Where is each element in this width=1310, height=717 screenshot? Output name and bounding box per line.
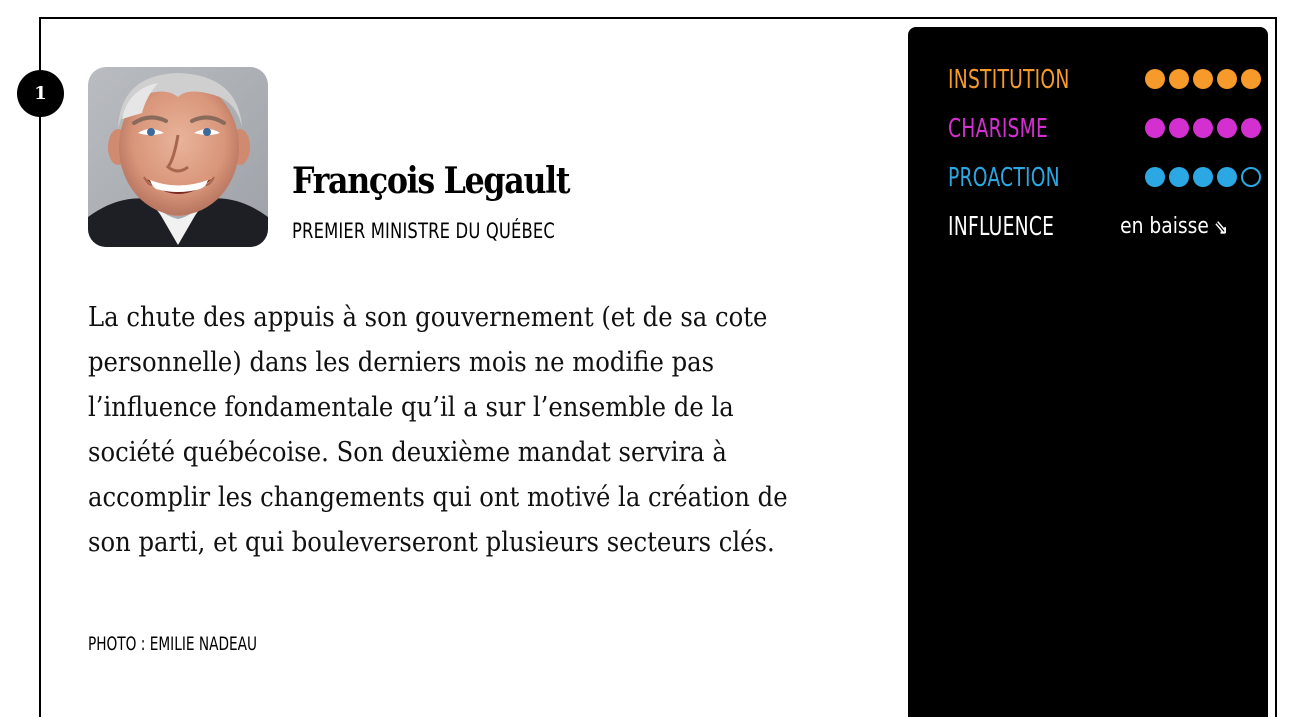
person-description: La chute des appuis à son gouvernement (et de sa cote personnelle) dans les derniers mois ne modifie pas l’influence fondamentale qu’il a sur l’ensemble de la société québécoise. Son deuxième mandat servira à accomplir les changements qui ont motivé la création de son parti, et qui bouleverseront plusieurs secteurs clés. (88, 302, 788, 558)
rating-label-proaction: PROACTION (948, 163, 1060, 193)
person-name: François Legault (292, 160, 570, 202)
influence-row (948, 211, 1228, 243)
influence-value: en baisse (1119, 214, 1209, 239)
person-role: PREMIER MINISTRE DU QUÉBEC (292, 219, 556, 243)
photo-credit: PHOTO : EMILIE NADEAU (88, 633, 258, 655)
rating-panel (908, 27, 1268, 717)
filled-dot-icon (1169, 69, 1189, 89)
filled-dot-icon (1193, 69, 1213, 89)
arrow-down-right-icon: ⇘ (1213, 215, 1228, 239)
portrait-photo (88, 67, 268, 247)
filled-dot-icon (1217, 69, 1237, 89)
rank-number: 1 (34, 83, 47, 104)
filled-dot-icon (1241, 69, 1261, 89)
rating-row-institution (948, 64, 1228, 96)
influence-trend (1120, 213, 1228, 241)
rating-dots-charisme (1145, 118, 1261, 138)
filled-dot-icon (1217, 167, 1237, 187)
filled-dot-icon (1145, 167, 1165, 187)
rating-dots-institution (1145, 69, 1261, 89)
rating-label-institution: INSTITUTION (948, 65, 1070, 95)
filled-dot-icon (1241, 118, 1261, 138)
rating-row-charisme (948, 113, 1228, 145)
rating-dots-proaction (1145, 167, 1261, 187)
filled-dot-icon (1145, 69, 1165, 89)
filled-dot-icon (1169, 118, 1189, 138)
portrait-image (88, 67, 268, 247)
filled-dot-icon (1145, 118, 1165, 138)
empty-dot-icon (1241, 167, 1261, 187)
filled-dot-icon (1169, 167, 1189, 187)
rating-label-charisme: CHARISME (948, 114, 1049, 144)
filled-dot-icon (1217, 118, 1237, 138)
influence-label: INFLUENCE (948, 212, 1055, 242)
filled-dot-icon (1193, 118, 1213, 138)
rating-row-proaction (948, 162, 1228, 194)
filled-dot-icon (1193, 167, 1213, 187)
rank-badge (17, 70, 64, 117)
